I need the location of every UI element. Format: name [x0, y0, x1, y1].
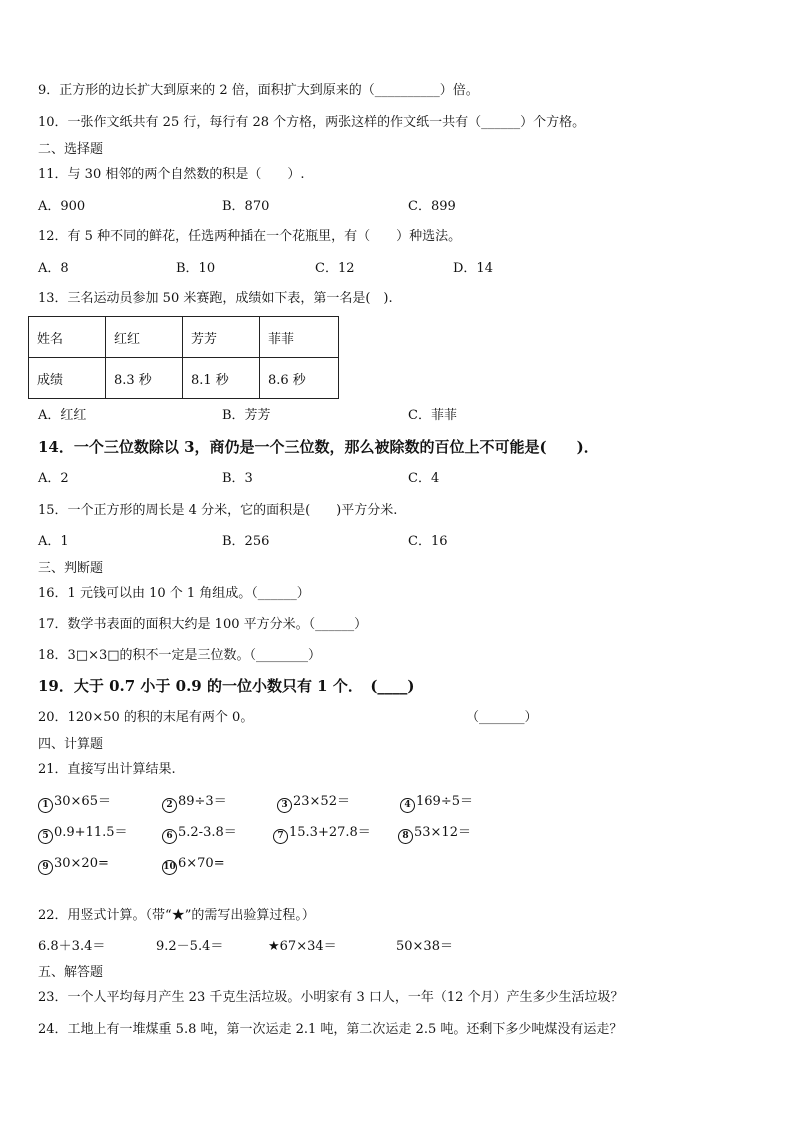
q14-option-a[interactable]: A．2 — [38, 471, 69, 486]
question-20: 20．120×50 的积的末尾有两个 0。 — [38, 710, 254, 725]
question-16: 16．1 元钱可以由 10 个 1 角组成。（______） — [38, 586, 310, 601]
q11-option-b[interactable]: B．870 — [222, 199, 270, 214]
q13-option-c[interactable]: C．菲菲 — [408, 408, 457, 423]
number-badge: 10 — [162, 860, 177, 875]
table-cell: 8.1 秒 — [183, 358, 260, 399]
q11-option-c[interactable]: C．899 — [408, 199, 456, 214]
number-badge: 8 — [398, 829, 413, 844]
section-judge-heading: 三、判断题 — [38, 561, 104, 576]
question-13: 13．三名运动员参加 50 米赛跑，成绩如下表，第一名是( ). — [38, 291, 393, 306]
calc-item — [398, 825, 471, 844]
section-calc-heading: 四、计算题 — [38, 737, 104, 752]
number-badge: 5 — [38, 829, 53, 844]
q12-option-c[interactable]: C．12 — [315, 261, 355, 276]
calc-item — [162, 794, 227, 813]
q20-answer-blank[interactable]: （_______） — [466, 710, 538, 725]
number-badge: 3 — [277, 798, 292, 813]
q14-option-c[interactable]: C．4 — [408, 471, 440, 486]
number-badge: 1 — [38, 798, 53, 813]
q14-option-b[interactable]: B．3 — [222, 471, 253, 486]
calc-expression: 15.3+27.8＝ — [289, 825, 371, 840]
calc-item — [38, 825, 128, 844]
question-24: 24．工地上有一堆煤重 5.8 吨，第一次运走 2.1 吨，第二次运走 2.5 吨。还剩下多少吨煤没有运走？ — [38, 1022, 623, 1037]
vertical-calc-item: 9.2－5.4＝ — [156, 939, 224, 954]
calc-item — [38, 794, 111, 813]
calc-item — [400, 794, 473, 813]
calc-expression: 23×52＝ — [293, 794, 350, 809]
number-badge: 4 — [400, 798, 415, 813]
q13-option-b[interactable]: B．芳芳 — [222, 408, 271, 423]
question-11: 11．与 30 相邻的两个自然数的积是（ ）. — [38, 167, 305, 182]
calc-expression: 53×12＝ — [414, 825, 471, 840]
question-9: 9．正方形的边长扩大到原来的 2 倍，面积扩大到原来的（__________）倍。 — [38, 83, 479, 98]
question-23: 23．一个人平均每月产生 23 千克生活垃圾。小明家有 3 口人，一年（12 个月）产生多少生活垃圾？ — [38, 990, 624, 1005]
number-badge: 9 — [38, 860, 53, 875]
question-12: 12．有 5 种不同的鲜花，任选两种插在一个花瓶里，有（ ）种选法。 — [38, 229, 462, 244]
q12-option-b[interactable]: B．10 — [176, 261, 216, 276]
table-cell: 菲菲 — [260, 317, 339, 358]
calc-item — [273, 825, 371, 844]
calc-expression: 0.9+11.5＝ — [54, 825, 128, 840]
question-21: 21．直接写出计算结果. — [38, 762, 176, 777]
question-15: 15．一个正方形的周长是 4 分米，它的面积是( )平方分米. — [38, 503, 398, 518]
q15-option-b[interactable]: B．256 — [222, 534, 270, 549]
number-badge: 7 — [273, 829, 288, 844]
number-badge: 2 — [162, 798, 177, 813]
table-cell: 姓名 — [29, 317, 106, 358]
q12-option-a[interactable]: A．8 — [38, 261, 69, 276]
question-10: 10．一张作文纸共有 25 行，每行有 28 个方格，两张这样的作文纸一共有（______）个方格。 — [38, 115, 586, 130]
table-cell: 成绩 — [29, 358, 106, 399]
q11-option-a[interactable]: A．900 — [38, 199, 86, 214]
calc-item — [162, 825, 237, 844]
calc-expression: 169÷5＝ — [416, 794, 473, 809]
q13-option-a[interactable]: A．红红 — [38, 408, 87, 423]
vertical-calc-item: 6.8＋3.4＝ — [38, 939, 106, 954]
question-17: 17．数学书表面的面积大约是 100 平方分米。（______） — [38, 617, 368, 632]
q15-option-a[interactable]: A．1 — [38, 534, 69, 549]
table-row — [29, 358, 339, 399]
vertical-calc-item: 50×38＝ — [396, 939, 453, 954]
calc-item — [38, 856, 109, 875]
section-choice-heading: 二、选择题 — [38, 142, 104, 157]
calc-expression: 6×70= — [178, 856, 225, 871]
table-cell: 8.3 秒 — [106, 358, 183, 399]
question-14: 14．一个三位数除以 3，商仍是一个三位数，那么被除数的百位上不可能是( )． — [38, 438, 599, 456]
calc-expression: 30×65＝ — [54, 794, 111, 809]
table-cell: 红红 — [106, 317, 183, 358]
calc-expression: 89÷3＝ — [178, 794, 227, 809]
q15-option-c[interactable]: C．16 — [408, 534, 448, 549]
question-18: 18．3□×3□的积不一定是三位数。（________） — [38, 648, 322, 663]
calc-item — [277, 794, 350, 813]
section-answer-heading: 五、解答题 — [38, 965, 104, 980]
calc-expression: 30×20= — [54, 856, 109, 871]
calc-item — [162, 856, 225, 875]
table-cell: 芳芳 — [183, 317, 260, 358]
number-badge: 6 — [162, 829, 177, 844]
table-row — [29, 317, 339, 358]
question-19: 19．大于 0.7 小于 0.9 的一位小数只有 1 个． (____) — [38, 677, 415, 695]
question-22: 22．用竖式计算。（带“★”的需写出验算过程。） — [38, 908, 315, 923]
q12-option-d[interactable]: D．14 — [453, 261, 493, 276]
table-cell: 8.6 秒 — [260, 358, 339, 399]
score-table — [28, 316, 339, 399]
calc-expression: 5.2-3.8＝ — [178, 825, 237, 840]
vertical-calc-item: ★67×34＝ — [268, 939, 337, 954]
